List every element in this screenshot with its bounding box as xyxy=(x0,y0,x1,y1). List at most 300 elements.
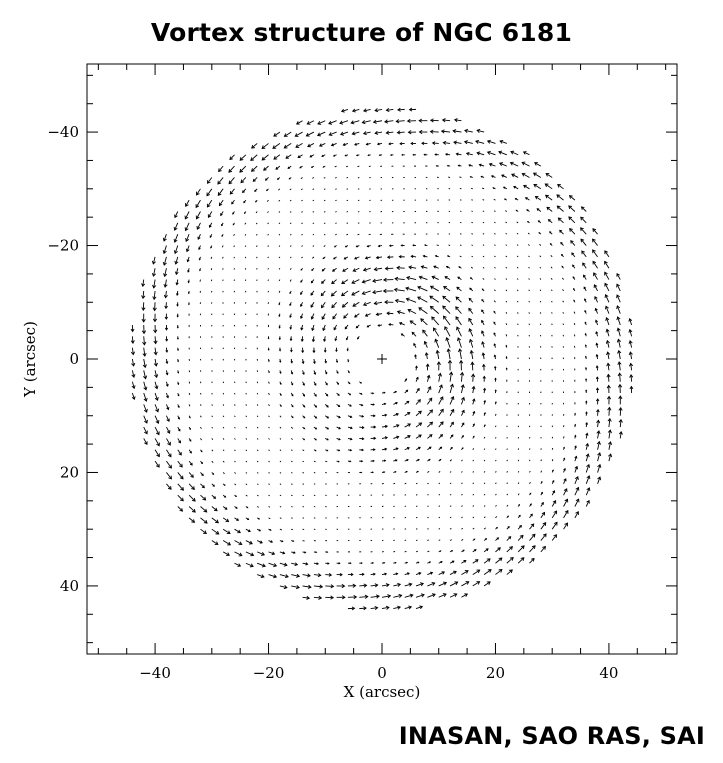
vector-arrow xyxy=(507,437,508,438)
vector-arrow xyxy=(387,312,393,315)
vector-arrow xyxy=(166,359,168,363)
vector-arrow xyxy=(256,223,257,224)
vector-arrow xyxy=(257,257,258,258)
vector-arrow xyxy=(257,393,258,394)
vector-arrow xyxy=(177,336,178,339)
vector-arrow xyxy=(461,550,464,552)
vector-arrow xyxy=(303,450,305,451)
vector-arrow xyxy=(223,450,224,451)
vector-arrow xyxy=(175,268,178,274)
vector-arrow xyxy=(427,435,431,439)
vector-arrow xyxy=(461,539,463,540)
vector-arrow xyxy=(290,223,291,224)
vector-arrow xyxy=(494,344,496,348)
vector-arrow xyxy=(346,246,348,247)
vector-arrow xyxy=(364,109,371,112)
vector-arrow xyxy=(596,355,598,359)
vector-arrow xyxy=(421,319,428,325)
vector-arrow xyxy=(450,422,453,427)
vector-arrow xyxy=(518,535,523,540)
vector-arrow xyxy=(550,232,553,234)
vector-arrow xyxy=(484,401,486,405)
vector-arrow xyxy=(507,471,508,472)
vector-arrow xyxy=(314,416,317,418)
vector-arrow xyxy=(246,529,250,531)
vector-arrow xyxy=(450,506,451,507)
vector-arrow xyxy=(495,527,497,529)
vector-arrow xyxy=(573,265,575,268)
vector-arrow xyxy=(575,477,578,484)
vector-arrow xyxy=(538,221,540,223)
vector-arrow xyxy=(585,356,586,359)
vector-arrow xyxy=(382,392,385,393)
vector-arrow xyxy=(453,129,461,132)
vector-arrow xyxy=(235,518,239,520)
vector-arrow xyxy=(518,471,519,472)
vector-arrow xyxy=(552,522,557,529)
vector-arrow xyxy=(152,268,155,276)
vector-arrow xyxy=(530,493,531,495)
vector-arrow xyxy=(405,413,410,416)
vector-arrow xyxy=(607,396,610,404)
vector-arrow xyxy=(223,257,224,259)
vector-arrow xyxy=(483,256,484,257)
vector-arrow xyxy=(246,495,247,496)
vector-arrow xyxy=(246,484,247,485)
vector-arrow xyxy=(461,460,462,461)
vector-arrow xyxy=(322,268,325,271)
vector-arrow xyxy=(174,234,178,242)
vector-arrow xyxy=(165,325,167,330)
vector-arrow xyxy=(437,362,440,370)
vector-arrow xyxy=(494,290,495,291)
vector-arrow xyxy=(427,540,428,541)
vector-arrow xyxy=(296,143,303,147)
vector-arrow xyxy=(346,166,348,167)
vector-arrow xyxy=(397,266,405,269)
vector-arrow xyxy=(153,291,156,299)
vector-arrow xyxy=(351,121,359,124)
vector-arrow xyxy=(528,244,529,245)
vector-arrow xyxy=(476,140,484,143)
vector-arrow xyxy=(155,438,159,445)
vector-arrow xyxy=(586,423,588,427)
vector-arrow xyxy=(300,314,302,319)
vector-arrow xyxy=(269,438,270,439)
vector-arrow xyxy=(393,583,400,586)
vector-arrow xyxy=(618,351,621,359)
vector-arrow xyxy=(506,334,507,336)
vector-arrow xyxy=(450,460,452,461)
vector-arrow xyxy=(269,518,271,519)
vector-arrow xyxy=(529,312,530,313)
vector-arrow xyxy=(422,142,427,145)
vector-arrow xyxy=(436,255,439,257)
vector-arrow xyxy=(251,155,257,161)
vector-arrow xyxy=(450,494,451,495)
vector-arrow xyxy=(131,325,134,332)
vector-arrow xyxy=(246,450,247,451)
vector-arrow xyxy=(280,495,281,496)
vector-arrow xyxy=(619,396,622,404)
vector-arrow xyxy=(176,280,178,285)
vector-arrow xyxy=(308,143,314,146)
vector-arrow xyxy=(473,550,476,552)
vector-arrow xyxy=(431,286,439,291)
vector-arrow xyxy=(291,416,293,418)
vector-arrow xyxy=(245,257,246,258)
vector-arrow xyxy=(359,382,361,383)
vector-arrow xyxy=(562,266,563,268)
vector-arrow xyxy=(596,377,598,382)
vector-arrow xyxy=(347,223,348,224)
vector-arrow xyxy=(211,246,212,248)
vector-arrow xyxy=(318,121,325,125)
vector-arrow xyxy=(322,155,325,157)
vector-arrow xyxy=(197,223,200,229)
vector-arrow xyxy=(388,256,394,259)
vector-arrow xyxy=(416,495,417,496)
vector-arrow xyxy=(484,506,485,507)
x-tick-label: 40 xyxy=(599,664,619,682)
vector-arrow xyxy=(290,291,291,293)
vector-arrow xyxy=(166,393,168,398)
vector-arrow xyxy=(449,245,451,246)
vector-arrow xyxy=(364,131,371,134)
vector-arrow xyxy=(594,273,598,280)
vector-arrow xyxy=(456,317,461,325)
vector-arrow xyxy=(302,246,303,247)
vector-arrow xyxy=(584,287,586,291)
vector-arrow xyxy=(278,189,280,190)
vector-arrow xyxy=(175,212,178,218)
vector-arrow xyxy=(332,280,337,284)
vector-arrow xyxy=(300,302,302,306)
vector-arrow xyxy=(427,594,435,598)
vector-arrow xyxy=(300,166,303,168)
vector-arrow xyxy=(470,288,473,291)
vector-arrow xyxy=(516,210,518,211)
vector-arrow xyxy=(359,449,363,451)
vector-arrow xyxy=(439,506,440,507)
vector-arrow xyxy=(483,234,484,235)
vector-arrow xyxy=(495,460,496,461)
vector-arrow xyxy=(290,302,292,305)
vector-arrow xyxy=(484,413,485,416)
vector-arrow xyxy=(371,426,376,428)
vector-arrow xyxy=(518,448,519,449)
vector-arrow xyxy=(517,233,518,234)
vector-arrow xyxy=(200,393,201,394)
vector-arrow xyxy=(348,370,349,372)
vector-arrow xyxy=(461,398,464,405)
vector-arrow xyxy=(324,200,325,201)
vector-arrow xyxy=(458,165,461,166)
vector-arrow xyxy=(324,223,325,224)
vector-arrow xyxy=(143,370,146,378)
vector-arrow xyxy=(529,290,530,291)
vector-arrow xyxy=(200,507,206,512)
vector-arrow xyxy=(506,368,507,370)
vector-arrow xyxy=(325,370,327,373)
vector-arrow xyxy=(584,299,586,302)
vector-arrow xyxy=(174,223,178,230)
vector-arrow xyxy=(290,348,292,352)
vector-arrow xyxy=(335,212,336,213)
vector-arrow xyxy=(400,322,405,325)
vector-arrow xyxy=(200,404,201,405)
vector-arrow xyxy=(362,120,370,123)
vector-arrow xyxy=(540,290,541,291)
vector-arrow xyxy=(408,309,416,313)
x-tick-label: 20 xyxy=(485,664,506,682)
vector-arrow xyxy=(439,517,440,518)
vector-arrow xyxy=(473,528,474,529)
vector-arrow xyxy=(268,257,269,258)
vector-arrow xyxy=(469,165,473,167)
vector-arrow xyxy=(366,257,371,259)
vector-arrow xyxy=(246,518,249,520)
vector-arrow xyxy=(436,351,439,359)
vector-arrow xyxy=(325,450,327,451)
vector-arrow xyxy=(325,573,331,576)
vector-arrow xyxy=(200,472,203,475)
vector-arrow xyxy=(279,200,280,201)
vector-arrow xyxy=(255,189,257,192)
vector-arrow xyxy=(295,132,302,136)
vector-arrow xyxy=(473,460,474,461)
vector-arrow xyxy=(322,280,326,284)
vector-arrow xyxy=(178,484,184,490)
vector-arrow xyxy=(325,382,327,385)
vector-arrow xyxy=(396,299,405,302)
vector-arrow xyxy=(450,551,452,552)
vector-arrow xyxy=(439,397,443,404)
vector-arrow xyxy=(177,302,179,306)
vector-arrow xyxy=(279,348,281,351)
vector-arrow xyxy=(529,324,530,325)
vector-arrow xyxy=(257,472,258,473)
vector-arrow xyxy=(506,245,507,246)
vector-arrow xyxy=(369,234,371,235)
vector-arrow xyxy=(377,256,383,259)
vector-arrow xyxy=(291,563,297,566)
vector-arrow xyxy=(291,450,292,451)
x-tick-labels xyxy=(139,664,618,682)
vector-arrow xyxy=(331,291,336,296)
vector-arrow xyxy=(495,558,501,563)
vector-arrow xyxy=(386,108,393,111)
vector-arrow xyxy=(306,132,314,136)
vector-arrow xyxy=(574,335,575,337)
vector-arrow xyxy=(484,528,486,529)
vector-arrow xyxy=(368,155,371,156)
vector-arrow xyxy=(490,163,496,166)
vector-arrow xyxy=(389,324,393,326)
vector-arrow xyxy=(529,301,530,302)
vector-arrow xyxy=(416,400,420,405)
vector-arrow xyxy=(401,245,404,247)
vector-arrow xyxy=(418,297,428,302)
vector-arrow xyxy=(494,211,495,212)
vector-arrow xyxy=(188,280,189,283)
vector-arrow xyxy=(425,353,428,359)
vector-arrow xyxy=(290,212,291,213)
vector-arrow xyxy=(257,507,259,508)
vector-arrow xyxy=(152,280,155,288)
vector-arrow xyxy=(257,382,258,383)
vector-arrow xyxy=(427,422,432,427)
vector-arrow xyxy=(472,387,475,394)
vector-arrow xyxy=(617,295,621,302)
vector-arrow xyxy=(324,212,325,213)
vector-arrow xyxy=(434,328,439,336)
vector-arrow xyxy=(608,419,611,427)
vector-arrow xyxy=(454,141,462,144)
vector-arrow xyxy=(472,256,473,257)
vector-arrow xyxy=(209,223,211,227)
vector-arrow xyxy=(617,339,620,347)
vector-arrow xyxy=(507,516,509,518)
vector-arrow xyxy=(518,324,519,325)
vector-arrow xyxy=(518,505,519,507)
vector-arrow xyxy=(473,494,474,495)
vector-arrow xyxy=(246,404,247,405)
vector-arrow xyxy=(234,246,235,247)
vector-arrow xyxy=(471,278,473,280)
vector-arrow xyxy=(178,370,179,373)
vector-arrow xyxy=(550,244,552,246)
vector-arrow xyxy=(142,325,145,333)
vector-arrow xyxy=(303,563,308,565)
vector-arrow xyxy=(458,277,461,279)
vector-arrow xyxy=(200,416,201,418)
vector-arrow xyxy=(384,278,394,281)
vector-arrow xyxy=(528,233,529,234)
vector-arrow xyxy=(324,348,326,352)
vector-arrow xyxy=(318,132,326,136)
vector-arrow xyxy=(393,471,395,472)
vector-arrow xyxy=(540,256,541,257)
vector-arrow xyxy=(608,407,611,415)
vector-arrow xyxy=(332,143,337,145)
vector-arrow xyxy=(458,349,461,359)
vector-arrow xyxy=(335,336,337,340)
vector-arrow xyxy=(221,223,223,226)
vector-arrow xyxy=(432,276,439,280)
vector-arrow xyxy=(178,507,183,512)
vector-arrow xyxy=(439,459,441,461)
vector-arrow xyxy=(470,351,473,359)
vector-arrow xyxy=(288,166,291,168)
vector-arrow xyxy=(323,166,325,167)
vector-arrow xyxy=(495,414,496,416)
vector-arrow xyxy=(384,289,394,292)
vector-arrow xyxy=(419,119,427,122)
vector-arrow xyxy=(391,154,394,155)
vector-arrow xyxy=(390,245,394,247)
vector-arrow xyxy=(223,484,225,486)
vector-arrow xyxy=(382,583,389,586)
vector-arrow xyxy=(427,447,431,450)
vector-arrow xyxy=(541,547,546,552)
vector-arrow xyxy=(314,427,317,429)
vector-arrow xyxy=(269,461,270,462)
vector-arrow xyxy=(268,268,269,269)
vector-arrow xyxy=(382,595,390,598)
vector-arrow xyxy=(212,484,215,486)
vector-arrow xyxy=(405,471,407,472)
vector-arrow xyxy=(470,176,472,177)
vector-arrow xyxy=(234,257,235,258)
vector-arrow xyxy=(211,257,212,259)
vector-arrow xyxy=(198,234,201,239)
vector-arrow xyxy=(178,438,181,442)
vector-arrow xyxy=(407,276,416,279)
vector-arrow xyxy=(347,189,348,190)
vector-arrow xyxy=(246,393,247,394)
vector-arrow xyxy=(312,336,314,341)
vector-arrow xyxy=(346,336,348,339)
vector-arrow xyxy=(416,483,417,484)
vector-arrow xyxy=(413,154,416,155)
vector-arrow xyxy=(405,562,408,563)
vector-arrow xyxy=(507,527,509,530)
vector-arrow xyxy=(499,151,507,155)
vector-arrow xyxy=(347,212,348,213)
vector-arrow xyxy=(280,450,281,451)
vector-arrow xyxy=(585,379,586,382)
vector-arrow xyxy=(218,189,223,196)
vector-arrow xyxy=(439,582,447,586)
vector-arrow xyxy=(506,345,507,347)
vector-arrow xyxy=(484,582,490,586)
vector-arrow xyxy=(229,177,234,183)
vector-arrow xyxy=(495,402,496,404)
vector-arrow xyxy=(291,574,299,577)
vector-arrow xyxy=(291,370,293,373)
vector-arrow xyxy=(178,416,180,419)
vector-arrow xyxy=(585,334,586,337)
vector-arrow xyxy=(581,239,586,245)
vector-arrow xyxy=(439,483,440,484)
vector-arrow xyxy=(359,415,363,417)
vector-arrow xyxy=(212,404,213,405)
vector-arrow xyxy=(629,363,632,370)
vector-arrow xyxy=(177,359,178,362)
vector-arrow xyxy=(416,447,420,449)
vector-arrow xyxy=(303,416,305,418)
vector-arrow xyxy=(268,336,269,338)
vector-arrow xyxy=(279,336,281,339)
vector-arrow xyxy=(427,471,429,472)
vector-arrow xyxy=(461,582,468,586)
vector-arrow xyxy=(325,596,333,599)
vector-arrow xyxy=(291,472,292,473)
vector-arrow xyxy=(617,274,620,280)
vector-arrow xyxy=(551,255,552,257)
vector-arrow xyxy=(268,370,269,372)
vector-arrow xyxy=(435,154,439,156)
vector-arrow xyxy=(256,200,258,202)
vector-arrow xyxy=(337,584,345,587)
vector-arrow xyxy=(337,427,341,429)
vector-arrow xyxy=(596,410,599,416)
vector-arrow xyxy=(546,195,553,200)
vector-arrow xyxy=(336,348,338,352)
vector-arrow xyxy=(574,413,575,415)
vector-arrow xyxy=(359,460,362,461)
